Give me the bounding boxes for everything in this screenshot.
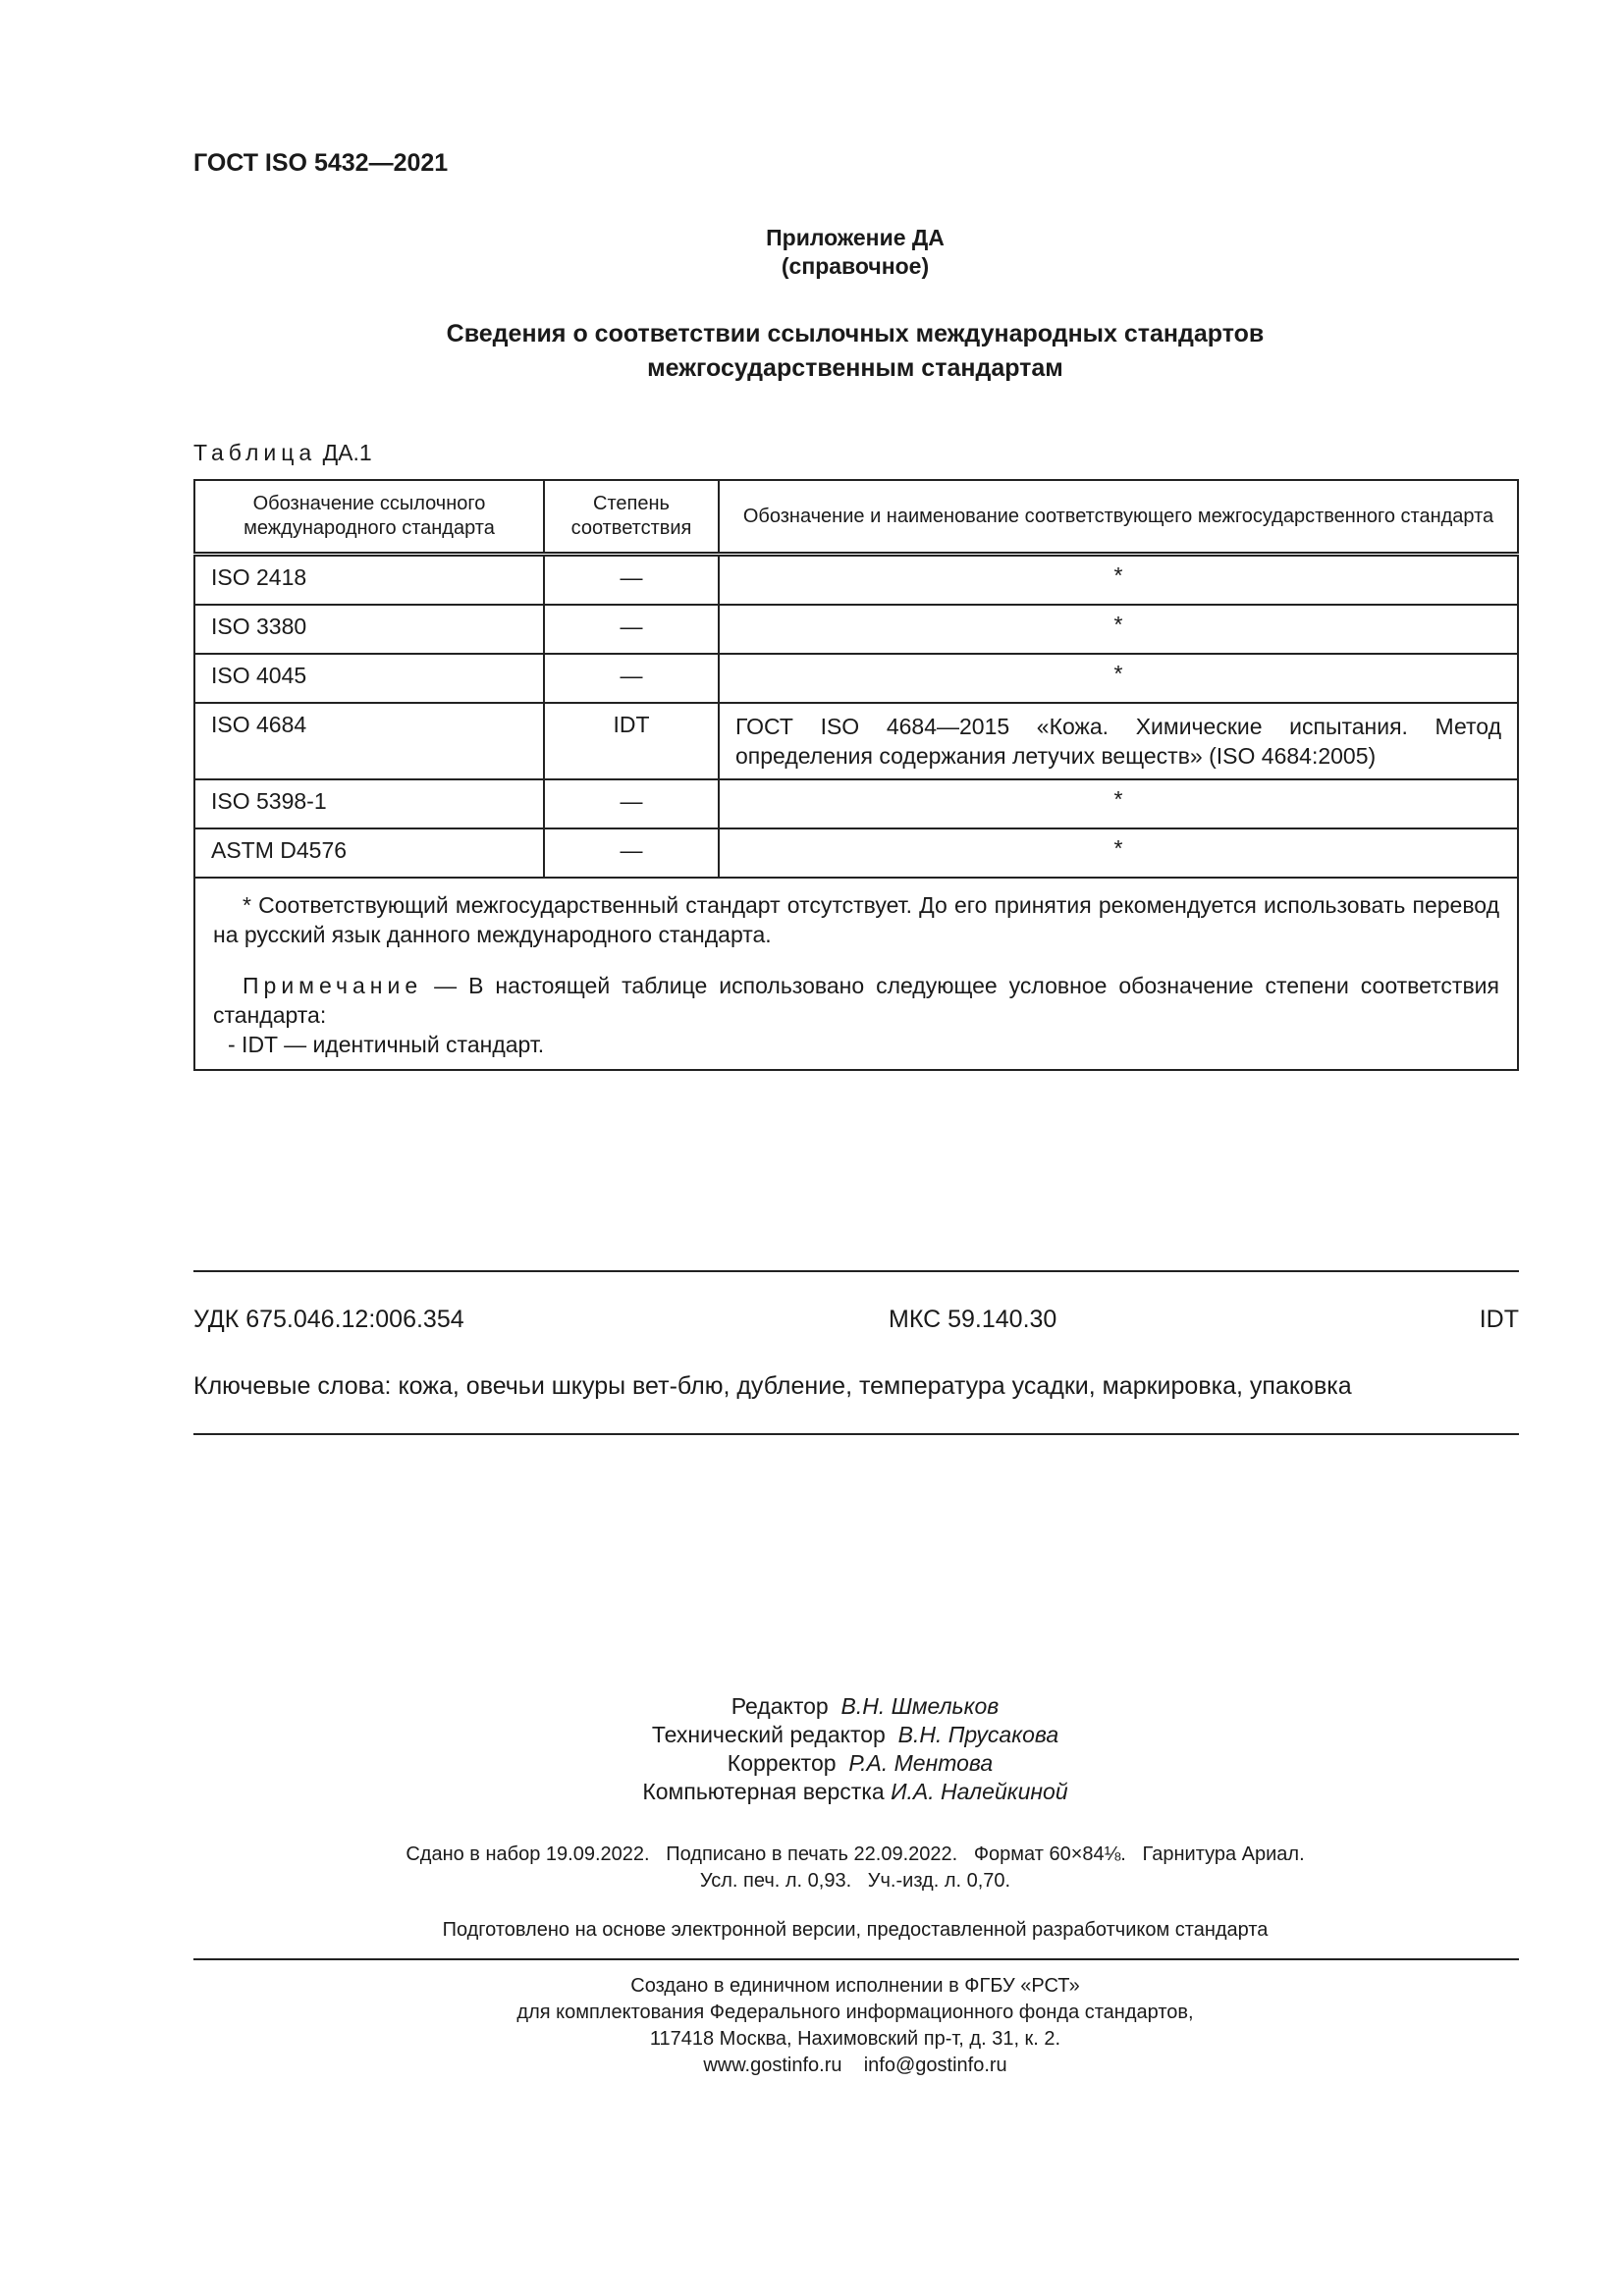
note-item: - IDT — идентичный стандарт. bbox=[228, 1032, 545, 1057]
publisher-line-1: Создано в единичном исполнении в ФГБУ «РСТ» bbox=[630, 1975, 1080, 1997]
publisher-line-4: www.gostinfo.ru info@gostinfo.ru bbox=[703, 2055, 1007, 2076]
print-info-line-1: Сдано в набор 19.09.2022. Подписано в печать 22.09.2022. Формат 60×84⅛. Гарнитура Ариал. bbox=[406, 1843, 1305, 1865]
keywords: Ключевые слова: кожа, овечьи шкуры вет-блю, дубление, температура усадки, маркировка, упаковка bbox=[193, 1372, 1352, 1400]
credit-role: Корректор bbox=[727, 1750, 837, 1776]
divider-keywords bbox=[193, 1433, 1519, 1435]
udk-code: УДК 675.046.12:006.354 bbox=[193, 1306, 464, 1333]
table-header-row bbox=[194, 480, 1518, 555]
credit-layout bbox=[193, 1778, 1517, 1806]
table-row bbox=[194, 605, 1518, 654]
mks-code: МКС 59.140.30 bbox=[889, 1306, 1057, 1333]
print-info bbox=[193, 1842, 1517, 1895]
cell-national: * bbox=[719, 605, 1518, 654]
header-degree: Степень соответствия bbox=[544, 480, 719, 555]
section-title-line-2: межгосударственным стандартам bbox=[647, 354, 1063, 382]
cell-degree: — bbox=[544, 605, 719, 654]
table-row bbox=[194, 828, 1518, 878]
appendix-title: Приложение ДА bbox=[766, 225, 945, 250]
document-code: ГОСТ ISO 5432—2021 bbox=[193, 149, 449, 177]
cell-standard: ISO 3380 bbox=[194, 605, 544, 654]
table-note bbox=[213, 971, 1499, 1059]
credits-block bbox=[193, 1692, 1517, 1806]
divider-publisher bbox=[193, 1958, 1519, 1960]
cell-national: * bbox=[719, 654, 1518, 703]
header-national-standard: Обозначение и наименование соответствующего межгосударственного стандарта bbox=[719, 480, 1518, 555]
table-caption-number: ДА.1 bbox=[322, 440, 372, 465]
cell-standard: ISO 5398-1 bbox=[194, 779, 544, 828]
cell-standard: ISO 4684 bbox=[194, 703, 544, 779]
cell-national: ГОСТ ISO 4684—2015 «Кожа. Химические испытания. Метод определения содержания летучих веществ» (ISO 4684:2005) bbox=[719, 703, 1518, 779]
identity-degree: IDT bbox=[1479, 1306, 1519, 1333]
publisher-block bbox=[193, 1973, 1517, 2079]
cell-national: * bbox=[719, 828, 1518, 878]
publisher-line-3: 117418 Москва, Нахимовский пр-т, д. 31, к. 2. bbox=[649, 2028, 1061, 2050]
table-caption bbox=[193, 440, 372, 466]
print-info-line-2: Усл. печ. л. 0,93. Уч.-изд. л. 0,70. bbox=[699, 1870, 1011, 1892]
divider-top bbox=[193, 1270, 1519, 1272]
credit-role: Редактор bbox=[731, 1693, 829, 1719]
table-notes-row bbox=[194, 878, 1518, 1070]
cell-national: * bbox=[719, 555, 1518, 606]
cell-standard: ASTM D4576 bbox=[194, 828, 544, 878]
note-text: — В настоящей таблице использовано следующее условное обозначение степени соответствия стандарта: bbox=[213, 973, 1499, 1028]
cell-degree: IDT bbox=[544, 703, 719, 779]
table-row bbox=[194, 779, 1518, 828]
prepared-note: Подготовлено на основе электронной версии, предоставленной разработчиком стандарта bbox=[442, 1919, 1269, 1941]
credit-editor bbox=[193, 1692, 1517, 1721]
credit-name: Р.А. Ментова bbox=[848, 1750, 994, 1776]
cell-standard: ISO 2418 bbox=[194, 555, 544, 606]
reference-standards-table bbox=[193, 479, 1519, 1071]
cell-degree: — bbox=[544, 828, 719, 878]
cell-degree: — bbox=[544, 779, 719, 828]
table-row bbox=[194, 654, 1518, 703]
cell-standard: ISO 4045 bbox=[194, 654, 544, 703]
appendix-kind: (справочное) bbox=[781, 253, 930, 279]
credit-name: И.А. Налейкиной bbox=[891, 1779, 1068, 1804]
header-reference-standard: Обозначение ссылочного международного стандарта bbox=[194, 480, 544, 555]
credit-tech-editor bbox=[193, 1721, 1517, 1749]
credit-proofreader bbox=[193, 1749, 1517, 1778]
table-footnote: * Соответствующий межгосударственный стандарт отсутствует. До его принятия рекомендуется использовать перевод на русский язык данного международного стандарта. bbox=[213, 892, 1499, 947]
section-title-line-1: Сведения о соответствии ссылочных международных стандартов bbox=[446, 320, 1265, 347]
credit-name: В.Н. Прусакова bbox=[897, 1722, 1059, 1747]
cell-degree: — bbox=[544, 654, 719, 703]
table-row bbox=[194, 703, 1518, 779]
table-row bbox=[194, 555, 1518, 606]
appendix-heading bbox=[193, 224, 1517, 281]
section-title bbox=[193, 317, 1517, 386]
credit-name: В.Н. Шмельков bbox=[840, 1693, 1000, 1719]
table-notes bbox=[194, 878, 1518, 1070]
publisher-line-2: для комплектования Федерального информационного фонда стандартов, bbox=[516, 2002, 1194, 2023]
cell-degree: — bbox=[544, 555, 719, 606]
cell-national: * bbox=[719, 779, 1518, 828]
note-label: Примечание bbox=[243, 973, 423, 998]
table-caption-prefix: Таблица bbox=[193, 440, 317, 465]
credit-role: Компьютерная верстка bbox=[642, 1779, 885, 1804]
credit-role: Технический редактор bbox=[651, 1722, 886, 1747]
